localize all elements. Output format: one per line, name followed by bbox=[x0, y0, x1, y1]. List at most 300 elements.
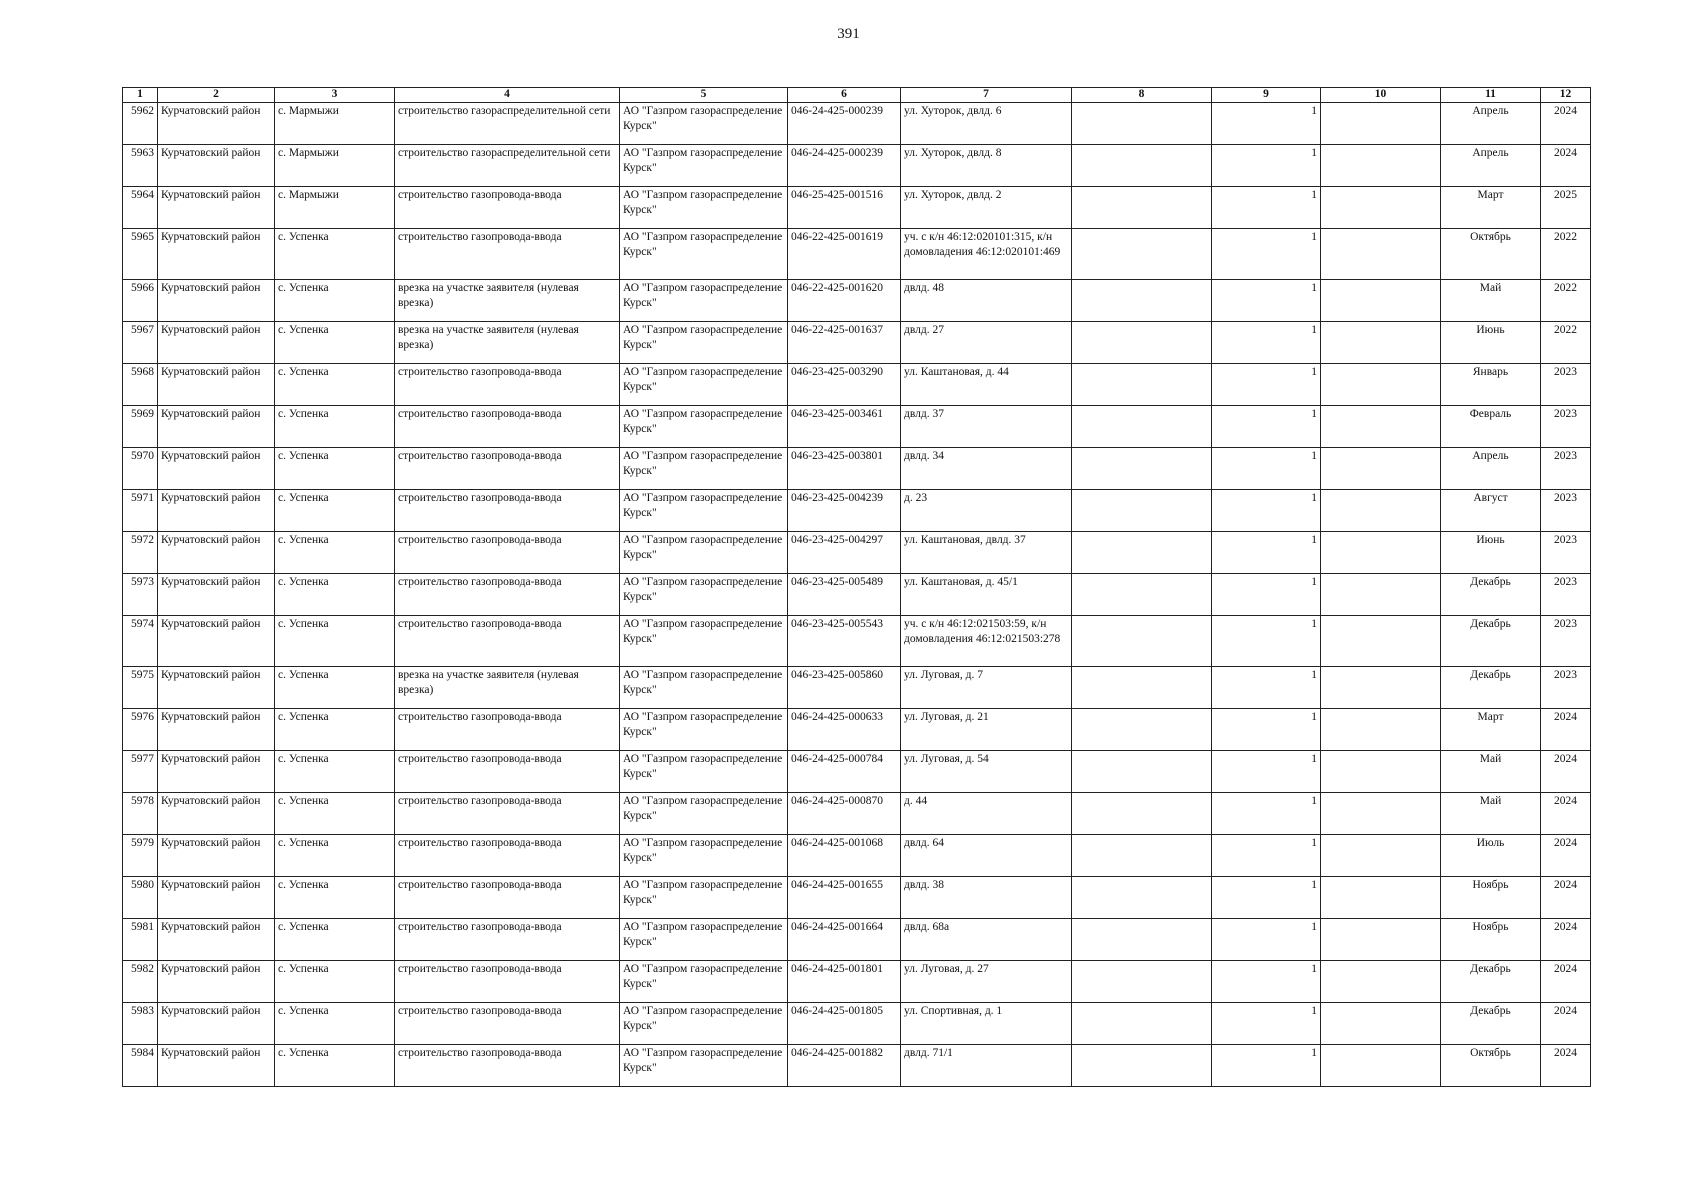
column-8-cell bbox=[1072, 448, 1212, 490]
column-8-cell bbox=[1072, 229, 1212, 280]
work-type-cell: строительство газопровода-ввода bbox=[395, 709, 620, 751]
month-cell: Август bbox=[1441, 490, 1541, 532]
organization-cell: АО "Газпром газораспределение Курск" bbox=[620, 532, 788, 574]
address-cell: двлд. 64 bbox=[901, 835, 1072, 877]
table-row bbox=[123, 709, 1591, 751]
column-10-cell bbox=[1321, 1003, 1441, 1045]
work-type-cell: врезка на участке заявителя (нулевая врезка) bbox=[395, 667, 620, 709]
month-cell: Февраль bbox=[1441, 406, 1541, 448]
district-cell: Курчатовский район bbox=[158, 1003, 275, 1045]
work-type-cell: строительство газопровода-ввода bbox=[395, 877, 620, 919]
row-number: 5975 bbox=[123, 667, 158, 709]
work-type-cell: строительство газопровода-ввода bbox=[395, 793, 620, 835]
request-code-cell: 046-24-425-000870 bbox=[788, 793, 901, 835]
column-10-cell bbox=[1321, 229, 1441, 280]
table-row bbox=[123, 490, 1591, 532]
month-cell: Январь bbox=[1441, 364, 1541, 406]
settlement-cell: с. Успенка bbox=[275, 1045, 395, 1087]
address-cell: ул. Хуторок, двлд. 6 bbox=[901, 103, 1072, 145]
request-code-cell: 046-24-425-000239 bbox=[788, 103, 901, 145]
table-row bbox=[123, 229, 1591, 280]
column-8-cell bbox=[1072, 364, 1212, 406]
request-code-cell: 046-25-425-001516 bbox=[788, 187, 901, 229]
column-8-cell bbox=[1072, 1045, 1212, 1087]
year-cell: 2024 bbox=[1541, 103, 1591, 145]
work-type-cell: строительство газопровода-ввода bbox=[395, 364, 620, 406]
district-cell: Курчатовский район bbox=[158, 709, 275, 751]
organization-cell: АО "Газпром газораспределение Курск" bbox=[620, 574, 788, 616]
address-cell: ул. Луговая, д. 7 bbox=[901, 667, 1072, 709]
row-number: 5984 bbox=[123, 1045, 158, 1087]
work-type-cell: строительство газопровода-ввода bbox=[395, 229, 620, 280]
district-cell: Курчатовский район bbox=[158, 616, 275, 667]
settlement-cell: с. Успенка bbox=[275, 364, 395, 406]
column-header: 12 bbox=[1541, 88, 1591, 103]
row-number: 5974 bbox=[123, 616, 158, 667]
request-code-cell: 046-24-425-001805 bbox=[788, 1003, 901, 1045]
settlement-cell: с. Успенка bbox=[275, 322, 395, 364]
month-cell: Октябрь bbox=[1441, 1045, 1541, 1087]
column-10-cell bbox=[1321, 406, 1441, 448]
row-number: 5971 bbox=[123, 490, 158, 532]
settlement-cell: с. Успенка bbox=[275, 835, 395, 877]
work-type-cell: строительство газопровода-ввода bbox=[395, 574, 620, 616]
settlement-cell: с. Успенка bbox=[275, 616, 395, 667]
district-cell: Курчатовский район bbox=[158, 574, 275, 616]
month-cell: Декабрь bbox=[1441, 574, 1541, 616]
organization-cell: АО "Газпром газораспределение Курск" bbox=[620, 961, 788, 1003]
address-cell: двлд. 27 bbox=[901, 322, 1072, 364]
column-8-cell bbox=[1072, 280, 1212, 322]
settlement-cell: с. Успенка bbox=[275, 448, 395, 490]
year-cell: 2023 bbox=[1541, 574, 1591, 616]
organization-cell: АО "Газпром газораспределение Курск" bbox=[620, 406, 788, 448]
address-cell: ул. Каштановая, двлд. 37 bbox=[901, 532, 1072, 574]
month-cell: Июль bbox=[1441, 835, 1541, 877]
settlement-cell: с. Успенка bbox=[275, 877, 395, 919]
quantity-cell: 1 bbox=[1212, 364, 1321, 406]
table-body bbox=[123, 103, 1591, 1087]
row-number: 5969 bbox=[123, 406, 158, 448]
organization-cell: АО "Газпром газораспределение Курск" bbox=[620, 364, 788, 406]
organization-cell: АО "Газпром газораспределение Курск" bbox=[620, 322, 788, 364]
column-header: 9 bbox=[1212, 88, 1321, 103]
table-row bbox=[123, 1045, 1591, 1087]
year-cell: 2022 bbox=[1541, 280, 1591, 322]
work-type-cell: строительство газопровода-ввода bbox=[395, 490, 620, 532]
table-row bbox=[123, 103, 1591, 145]
column-8-cell bbox=[1072, 406, 1212, 448]
table-row bbox=[123, 448, 1591, 490]
district-cell: Курчатовский район bbox=[158, 490, 275, 532]
address-cell: д. 44 bbox=[901, 793, 1072, 835]
column-10-cell bbox=[1321, 961, 1441, 1003]
quantity-cell: 1 bbox=[1212, 490, 1321, 532]
quantity-cell: 1 bbox=[1212, 187, 1321, 229]
table-row bbox=[123, 616, 1591, 667]
row-number: 5967 bbox=[123, 322, 158, 364]
settlement-cell: с. Мармыжи bbox=[275, 145, 395, 187]
quantity-cell: 1 bbox=[1212, 1003, 1321, 1045]
organization-cell: АО "Газпром газораспределение Курск" bbox=[620, 616, 788, 667]
month-cell: Декабрь bbox=[1441, 1003, 1541, 1045]
table-row bbox=[123, 145, 1591, 187]
column-10-cell bbox=[1321, 574, 1441, 616]
settlement-cell: с. Успенка bbox=[275, 961, 395, 1003]
district-cell: Курчатовский район bbox=[158, 322, 275, 364]
request-code-cell: 046-23-425-003290 bbox=[788, 364, 901, 406]
column-8-cell bbox=[1072, 919, 1212, 961]
settlement-cell: с. Успенка bbox=[275, 793, 395, 835]
request-code-cell: 046-24-425-001655 bbox=[788, 877, 901, 919]
work-type-cell: строительство газопровода-ввода bbox=[395, 919, 620, 961]
organization-cell: АО "Газпром газораспределение Курск" bbox=[620, 919, 788, 961]
address-cell: ул. Каштановая, д. 45/1 bbox=[901, 574, 1072, 616]
address-cell: ул. Луговая, д. 27 bbox=[901, 961, 1072, 1003]
column-8-cell bbox=[1072, 961, 1212, 1003]
request-code-cell: 046-24-425-001664 bbox=[788, 919, 901, 961]
column-10-cell bbox=[1321, 709, 1441, 751]
month-cell: Апрель bbox=[1441, 103, 1541, 145]
column-8-cell bbox=[1072, 145, 1212, 187]
month-cell: Декабрь bbox=[1441, 667, 1541, 709]
column-8-cell bbox=[1072, 667, 1212, 709]
year-cell: 2024 bbox=[1541, 1003, 1591, 1045]
row-number: 5981 bbox=[123, 919, 158, 961]
quantity-cell: 1 bbox=[1212, 961, 1321, 1003]
settlement-cell: с. Успенка bbox=[275, 229, 395, 280]
year-cell: 2022 bbox=[1541, 229, 1591, 280]
address-cell: ул. Хуторок, двлд. 2 bbox=[901, 187, 1072, 229]
work-type-cell: врезка на участке заявителя (нулевая врезка) bbox=[395, 322, 620, 364]
table-row bbox=[123, 667, 1591, 709]
column-10-cell bbox=[1321, 877, 1441, 919]
address-cell: ул. Спортивная, д. 1 bbox=[901, 1003, 1072, 1045]
table-row bbox=[123, 751, 1591, 793]
header-row bbox=[123, 88, 1591, 103]
organization-cell: АО "Газпром газораспределение Курск" bbox=[620, 1003, 788, 1045]
district-cell: Курчатовский район bbox=[158, 229, 275, 280]
table-row bbox=[123, 1003, 1591, 1045]
table-row bbox=[123, 835, 1591, 877]
request-code-cell: 046-24-425-001882 bbox=[788, 1045, 901, 1087]
work-type-cell: строительство газопровода-ввода bbox=[395, 448, 620, 490]
quantity-cell: 1 bbox=[1212, 280, 1321, 322]
column-10-cell bbox=[1321, 793, 1441, 835]
district-cell: Курчатовский район bbox=[158, 280, 275, 322]
organization-cell: АО "Газпром газораспределение Курск" bbox=[620, 1045, 788, 1087]
table-row bbox=[123, 187, 1591, 229]
month-cell: Май bbox=[1441, 793, 1541, 835]
column-header: 11 bbox=[1441, 88, 1541, 103]
row-number: 5970 bbox=[123, 448, 158, 490]
quantity-cell: 1 bbox=[1212, 103, 1321, 145]
district-cell: Курчатовский район bbox=[158, 448, 275, 490]
row-number: 5976 bbox=[123, 709, 158, 751]
row-number: 5982 bbox=[123, 961, 158, 1003]
table-row bbox=[123, 877, 1591, 919]
month-cell: Май bbox=[1441, 751, 1541, 793]
request-code-cell: 046-24-425-001068 bbox=[788, 835, 901, 877]
table-row bbox=[123, 364, 1591, 406]
organization-cell: АО "Газпром газораспределение Курск" bbox=[620, 490, 788, 532]
column-8-cell bbox=[1072, 793, 1212, 835]
request-code-cell: 046-24-425-000239 bbox=[788, 145, 901, 187]
request-code-cell: 046-23-425-003801 bbox=[788, 448, 901, 490]
address-cell: ул. Хуторок, двлд. 8 bbox=[901, 145, 1072, 187]
month-cell: Апрель bbox=[1441, 145, 1541, 187]
address-cell: ул. Луговая, д. 21 bbox=[901, 709, 1072, 751]
column-10-cell bbox=[1321, 145, 1441, 187]
district-cell: Курчатовский район bbox=[158, 364, 275, 406]
month-cell: Декабрь bbox=[1441, 961, 1541, 1003]
column-10-cell bbox=[1321, 667, 1441, 709]
organization-cell: АО "Газпром газораспределение Курск" bbox=[620, 280, 788, 322]
year-cell: 2023 bbox=[1541, 448, 1591, 490]
request-code-cell: 046-24-425-000784 bbox=[788, 751, 901, 793]
address-cell: уч. с к/н 46:12:020101:315, к/н домовладения 46:12:020101:469 bbox=[901, 229, 1072, 280]
work-type-cell: строительство газопровода-ввода bbox=[395, 532, 620, 574]
address-cell: д. 23 bbox=[901, 490, 1072, 532]
row-number: 5966 bbox=[123, 280, 158, 322]
year-cell: 2024 bbox=[1541, 1045, 1591, 1087]
district-cell: Курчатовский район bbox=[158, 877, 275, 919]
district-cell: Курчатовский район bbox=[158, 667, 275, 709]
organization-cell: АО "Газпром газораспределение Курск" bbox=[620, 229, 788, 280]
month-cell: Декабрь bbox=[1441, 616, 1541, 667]
request-code-cell: 046-23-425-005543 bbox=[788, 616, 901, 667]
quantity-cell: 1 bbox=[1212, 667, 1321, 709]
row-number: 5978 bbox=[123, 793, 158, 835]
column-header: 6 bbox=[788, 88, 901, 103]
quantity-cell: 1 bbox=[1212, 919, 1321, 961]
address-cell: двлд. 48 bbox=[901, 280, 1072, 322]
month-cell: Октябрь bbox=[1441, 229, 1541, 280]
settlement-cell: с. Успенка bbox=[275, 667, 395, 709]
organization-cell: АО "Газпром газораспределение Курск" bbox=[620, 448, 788, 490]
column-header: 10 bbox=[1321, 88, 1441, 103]
request-code-cell: 046-23-425-004239 bbox=[788, 490, 901, 532]
year-cell: 2023 bbox=[1541, 667, 1591, 709]
row-number: 5980 bbox=[123, 877, 158, 919]
settlement-cell: с. Успенка bbox=[275, 406, 395, 448]
column-header: 5 bbox=[620, 88, 788, 103]
column-header: 7 bbox=[901, 88, 1072, 103]
address-cell: ул. Луговая, д. 54 bbox=[901, 751, 1072, 793]
work-type-cell: строительство газопровода-ввода bbox=[395, 961, 620, 1003]
table-row bbox=[123, 406, 1591, 448]
table-header bbox=[123, 88, 1591, 103]
work-type-cell: строительство газопровода-ввода bbox=[395, 751, 620, 793]
row-number: 5979 bbox=[123, 835, 158, 877]
column-8-cell bbox=[1072, 1003, 1212, 1045]
address-cell: ул. Каштановая, д. 44 bbox=[901, 364, 1072, 406]
row-number: 5983 bbox=[123, 1003, 158, 1045]
organization-cell: АО "Газпром газораспределение Курск" bbox=[620, 187, 788, 229]
year-cell: 2024 bbox=[1541, 751, 1591, 793]
year-cell: 2024 bbox=[1541, 145, 1591, 187]
year-cell: 2024 bbox=[1541, 709, 1591, 751]
page-number: 391 bbox=[837, 26, 860, 42]
address-cell: двлд. 37 bbox=[901, 406, 1072, 448]
table-row bbox=[123, 322, 1591, 364]
column-8-cell bbox=[1072, 187, 1212, 229]
column-10-cell bbox=[1321, 919, 1441, 961]
district-cell: Курчатовский район bbox=[158, 145, 275, 187]
year-cell: 2023 bbox=[1541, 364, 1591, 406]
column-8-cell bbox=[1072, 490, 1212, 532]
settlement-cell: с. Успенка bbox=[275, 751, 395, 793]
request-code-cell: 046-24-425-000633 bbox=[788, 709, 901, 751]
quantity-cell: 1 bbox=[1212, 448, 1321, 490]
column-8-cell bbox=[1072, 574, 1212, 616]
year-cell: 2022 bbox=[1541, 322, 1591, 364]
column-8-cell bbox=[1072, 532, 1212, 574]
row-number: 5977 bbox=[123, 751, 158, 793]
column-8-cell bbox=[1072, 103, 1212, 145]
month-cell: Ноябрь bbox=[1441, 919, 1541, 961]
table-row bbox=[123, 280, 1591, 322]
year-cell: 2024 bbox=[1541, 877, 1591, 919]
settlement-cell: с. Успенка bbox=[275, 1003, 395, 1045]
column-10-cell bbox=[1321, 364, 1441, 406]
table-row bbox=[123, 532, 1591, 574]
district-cell: Курчатовский район bbox=[158, 751, 275, 793]
organization-cell: АО "Газпром газораспределение Курск" bbox=[620, 103, 788, 145]
work-type-cell: строительство газопровода-ввода bbox=[395, 835, 620, 877]
column-10-cell bbox=[1321, 103, 1441, 145]
request-code-cell: 046-24-425-001801 bbox=[788, 961, 901, 1003]
column-header: 2 bbox=[158, 88, 275, 103]
organization-cell: АО "Газпром газораспределение Курск" bbox=[620, 751, 788, 793]
column-header: 4 bbox=[395, 88, 620, 103]
request-code-cell: 046-23-425-005489 bbox=[788, 574, 901, 616]
month-cell: Ноябрь bbox=[1441, 877, 1541, 919]
column-10-cell bbox=[1321, 751, 1441, 793]
month-cell: Июнь bbox=[1441, 322, 1541, 364]
column-8-cell bbox=[1072, 751, 1212, 793]
settlement-cell: с. Успенка bbox=[275, 490, 395, 532]
column-10-cell bbox=[1321, 835, 1441, 877]
column-10-cell bbox=[1321, 1045, 1441, 1087]
column-header: 3 bbox=[275, 88, 395, 103]
district-cell: Курчатовский район bbox=[158, 406, 275, 448]
column-8-cell bbox=[1072, 322, 1212, 364]
address-cell: уч. с к/н 46:12:021503:59, к/н домовладения 46:12:021503:278 bbox=[901, 616, 1072, 667]
row-number: 5973 bbox=[123, 574, 158, 616]
registry-table bbox=[122, 87, 1591, 1087]
quantity-cell: 1 bbox=[1212, 1045, 1321, 1087]
year-cell: 2023 bbox=[1541, 616, 1591, 667]
column-8-cell bbox=[1072, 877, 1212, 919]
organization-cell: АО "Газпром газораспределение Курск" bbox=[620, 709, 788, 751]
quantity-cell: 1 bbox=[1212, 709, 1321, 751]
address-cell: двлд. 34 bbox=[901, 448, 1072, 490]
quantity-cell: 1 bbox=[1212, 751, 1321, 793]
organization-cell: АО "Газпром газораспределение Курск" bbox=[620, 877, 788, 919]
row-number: 5968 bbox=[123, 364, 158, 406]
month-cell: Июнь bbox=[1441, 532, 1541, 574]
row-number: 5962 bbox=[123, 103, 158, 145]
quantity-cell: 1 bbox=[1212, 793, 1321, 835]
work-type-cell: строительство газопровода-ввода bbox=[395, 187, 620, 229]
table-row bbox=[123, 919, 1591, 961]
settlement-cell: с. Успенка bbox=[275, 532, 395, 574]
quantity-cell: 1 bbox=[1212, 877, 1321, 919]
settlement-cell: с. Успенка bbox=[275, 280, 395, 322]
request-code-cell: 046-22-425-001620 bbox=[788, 280, 901, 322]
quantity-cell: 1 bbox=[1212, 835, 1321, 877]
table-row bbox=[123, 793, 1591, 835]
request-code-cell: 046-23-425-004297 bbox=[788, 532, 901, 574]
organization-cell: АО "Газпром газораспределение Курск" bbox=[620, 145, 788, 187]
settlement-cell: с. Успенка bbox=[275, 919, 395, 961]
district-cell: Курчатовский район bbox=[158, 835, 275, 877]
district-cell: Курчатовский район bbox=[158, 1045, 275, 1087]
quantity-cell: 1 bbox=[1212, 322, 1321, 364]
quantity-cell: 1 bbox=[1212, 145, 1321, 187]
work-type-cell: строительство газораспределительной сети bbox=[395, 103, 620, 145]
column-10-cell bbox=[1321, 322, 1441, 364]
year-cell: 2025 bbox=[1541, 187, 1591, 229]
quantity-cell: 1 bbox=[1212, 532, 1321, 574]
address-cell: двлд. 68а bbox=[901, 919, 1072, 961]
district-cell: Курчатовский район bbox=[158, 961, 275, 1003]
month-cell: Апрель bbox=[1441, 448, 1541, 490]
settlement-cell: с. Успенка bbox=[275, 574, 395, 616]
work-type-cell: строительство газопровода-ввода bbox=[395, 1045, 620, 1087]
row-number: 5965 bbox=[123, 229, 158, 280]
year-cell: 2024 bbox=[1541, 793, 1591, 835]
address-cell: двлд. 71/1 bbox=[901, 1045, 1072, 1087]
year-cell: 2024 bbox=[1541, 919, 1591, 961]
settlement-cell: с. Мармыжи bbox=[275, 187, 395, 229]
year-cell: 2023 bbox=[1541, 406, 1591, 448]
organization-cell: АО "Газпром газораспределение Курск" bbox=[620, 835, 788, 877]
quantity-cell: 1 bbox=[1212, 406, 1321, 448]
organization-cell: АО "Газпром газораспределение Курск" bbox=[620, 667, 788, 709]
column-10-cell bbox=[1321, 448, 1441, 490]
year-cell: 2023 bbox=[1541, 490, 1591, 532]
district-cell: Курчатовский район bbox=[158, 187, 275, 229]
column-8-cell bbox=[1072, 616, 1212, 667]
column-header: 1 bbox=[123, 88, 158, 103]
quantity-cell: 1 bbox=[1212, 229, 1321, 280]
column-10-cell bbox=[1321, 490, 1441, 532]
district-cell: Курчатовский район bbox=[158, 532, 275, 574]
district-cell: Курчатовский район bbox=[158, 103, 275, 145]
column-8-cell bbox=[1072, 709, 1212, 751]
request-code-cell: 046-23-425-005860 bbox=[788, 667, 901, 709]
district-cell: Курчатовский район bbox=[158, 919, 275, 961]
month-cell: Март bbox=[1441, 709, 1541, 751]
work-type-cell: врезка на участке заявителя (нулевая врезка) bbox=[395, 280, 620, 322]
column-10-cell bbox=[1321, 280, 1441, 322]
work-type-cell: строительство газопровода-ввода bbox=[395, 406, 620, 448]
request-code-cell: 046-22-425-001619 bbox=[788, 229, 901, 280]
district-cell: Курчатовский район bbox=[158, 793, 275, 835]
year-cell: 2024 bbox=[1541, 961, 1591, 1003]
request-code-cell: 046-23-425-003461 bbox=[788, 406, 901, 448]
year-cell: 2024 bbox=[1541, 835, 1591, 877]
request-code-cell: 046-22-425-001637 bbox=[788, 322, 901, 364]
column-header: 8 bbox=[1072, 88, 1212, 103]
column-8-cell bbox=[1072, 835, 1212, 877]
month-cell: Май bbox=[1441, 280, 1541, 322]
quantity-cell: 1 bbox=[1212, 574, 1321, 616]
month-cell: Март bbox=[1441, 187, 1541, 229]
work-type-cell: строительство газораспределительной сети bbox=[395, 145, 620, 187]
